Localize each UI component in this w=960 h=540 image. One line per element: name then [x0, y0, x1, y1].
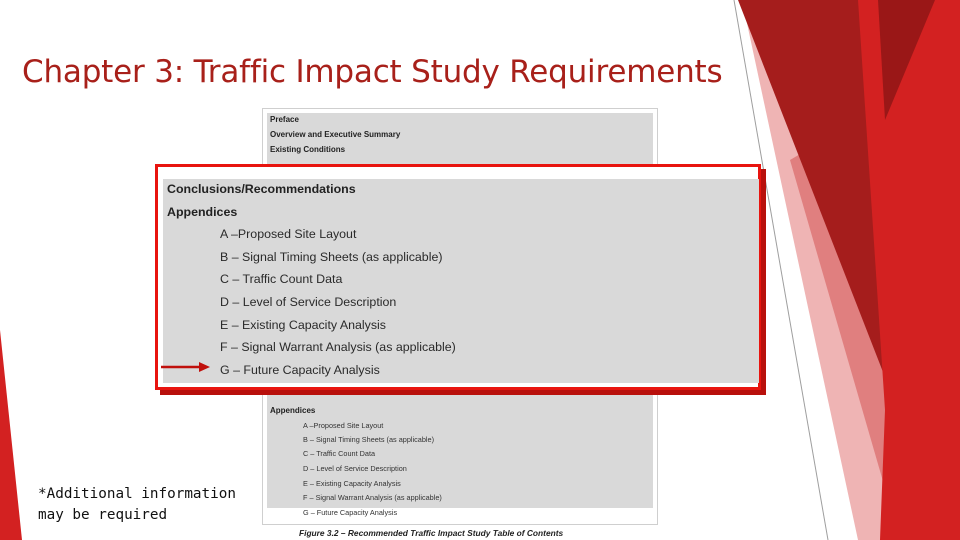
- figure-caption: Figure 3.2 – Recommended Traffic Impact Study Table of Contents: [299, 528, 564, 538]
- excerpt-item-d: D – Level of Service Description: [220, 295, 397, 309]
- arrow-right-icon: [161, 361, 211, 373]
- toc-item-a: A –Proposed Site Layout: [303, 421, 384, 430]
- toc-item-f: F – Signal Warrant Analysis (as applicable): [303, 493, 442, 502]
- slide-title: Chapter 3: Traffic Impact Study Requirements: [22, 54, 723, 90]
- toc-existing-conditions: Existing Conditions: [270, 145, 346, 154]
- excerpt-appendices: Appendices: [167, 205, 238, 219]
- toc-item-g: G – Future Capacity Analysis: [303, 508, 398, 517]
- excerpt-item-c: C – Traffic Count Data: [220, 272, 343, 286]
- toc-item-b: B – Signal Timing Sheets (as applicable): [303, 435, 435, 444]
- additional-info-note: [38, 484, 236, 526]
- deco-left-sliver: [0, 330, 22, 540]
- toc-appendices: Appendices: [270, 406, 316, 415]
- toc-preface: Preface: [270, 115, 299, 124]
- toc-item-e: E – Existing Capacity Analysis: [303, 479, 401, 488]
- toc-item-c: C – Traffic Count Data: [303, 449, 376, 458]
- note-line-1: *Additional information: [38, 486, 236, 502]
- zoomed-excerpt: [155, 164, 768, 396]
- toc-overview: Overview and Executive Summary: [270, 130, 401, 139]
- excerpt-item-a: A –Proposed Site Layout: [220, 227, 357, 241]
- excerpt-conclusions: Conclusions/Recommendations: [167, 182, 356, 196]
- excerpt-item-b: B – Signal Timing Sheets (as applicable): [220, 250, 443, 264]
- excerpt-background: [163, 179, 759, 383]
- excerpt-item-g: G – Future Capacity Analysis: [220, 363, 380, 377]
- excerpt-item-f: F – Signal Warrant Analysis (as applicable): [220, 340, 456, 354]
- excerpt-item-e: E – Existing Capacity Analysis: [220, 318, 386, 332]
- highlight-frame: [155, 164, 761, 390]
- note-line-2: may be required: [38, 507, 168, 523]
- toc-item-d: D – Level of Service Description: [303, 464, 407, 473]
